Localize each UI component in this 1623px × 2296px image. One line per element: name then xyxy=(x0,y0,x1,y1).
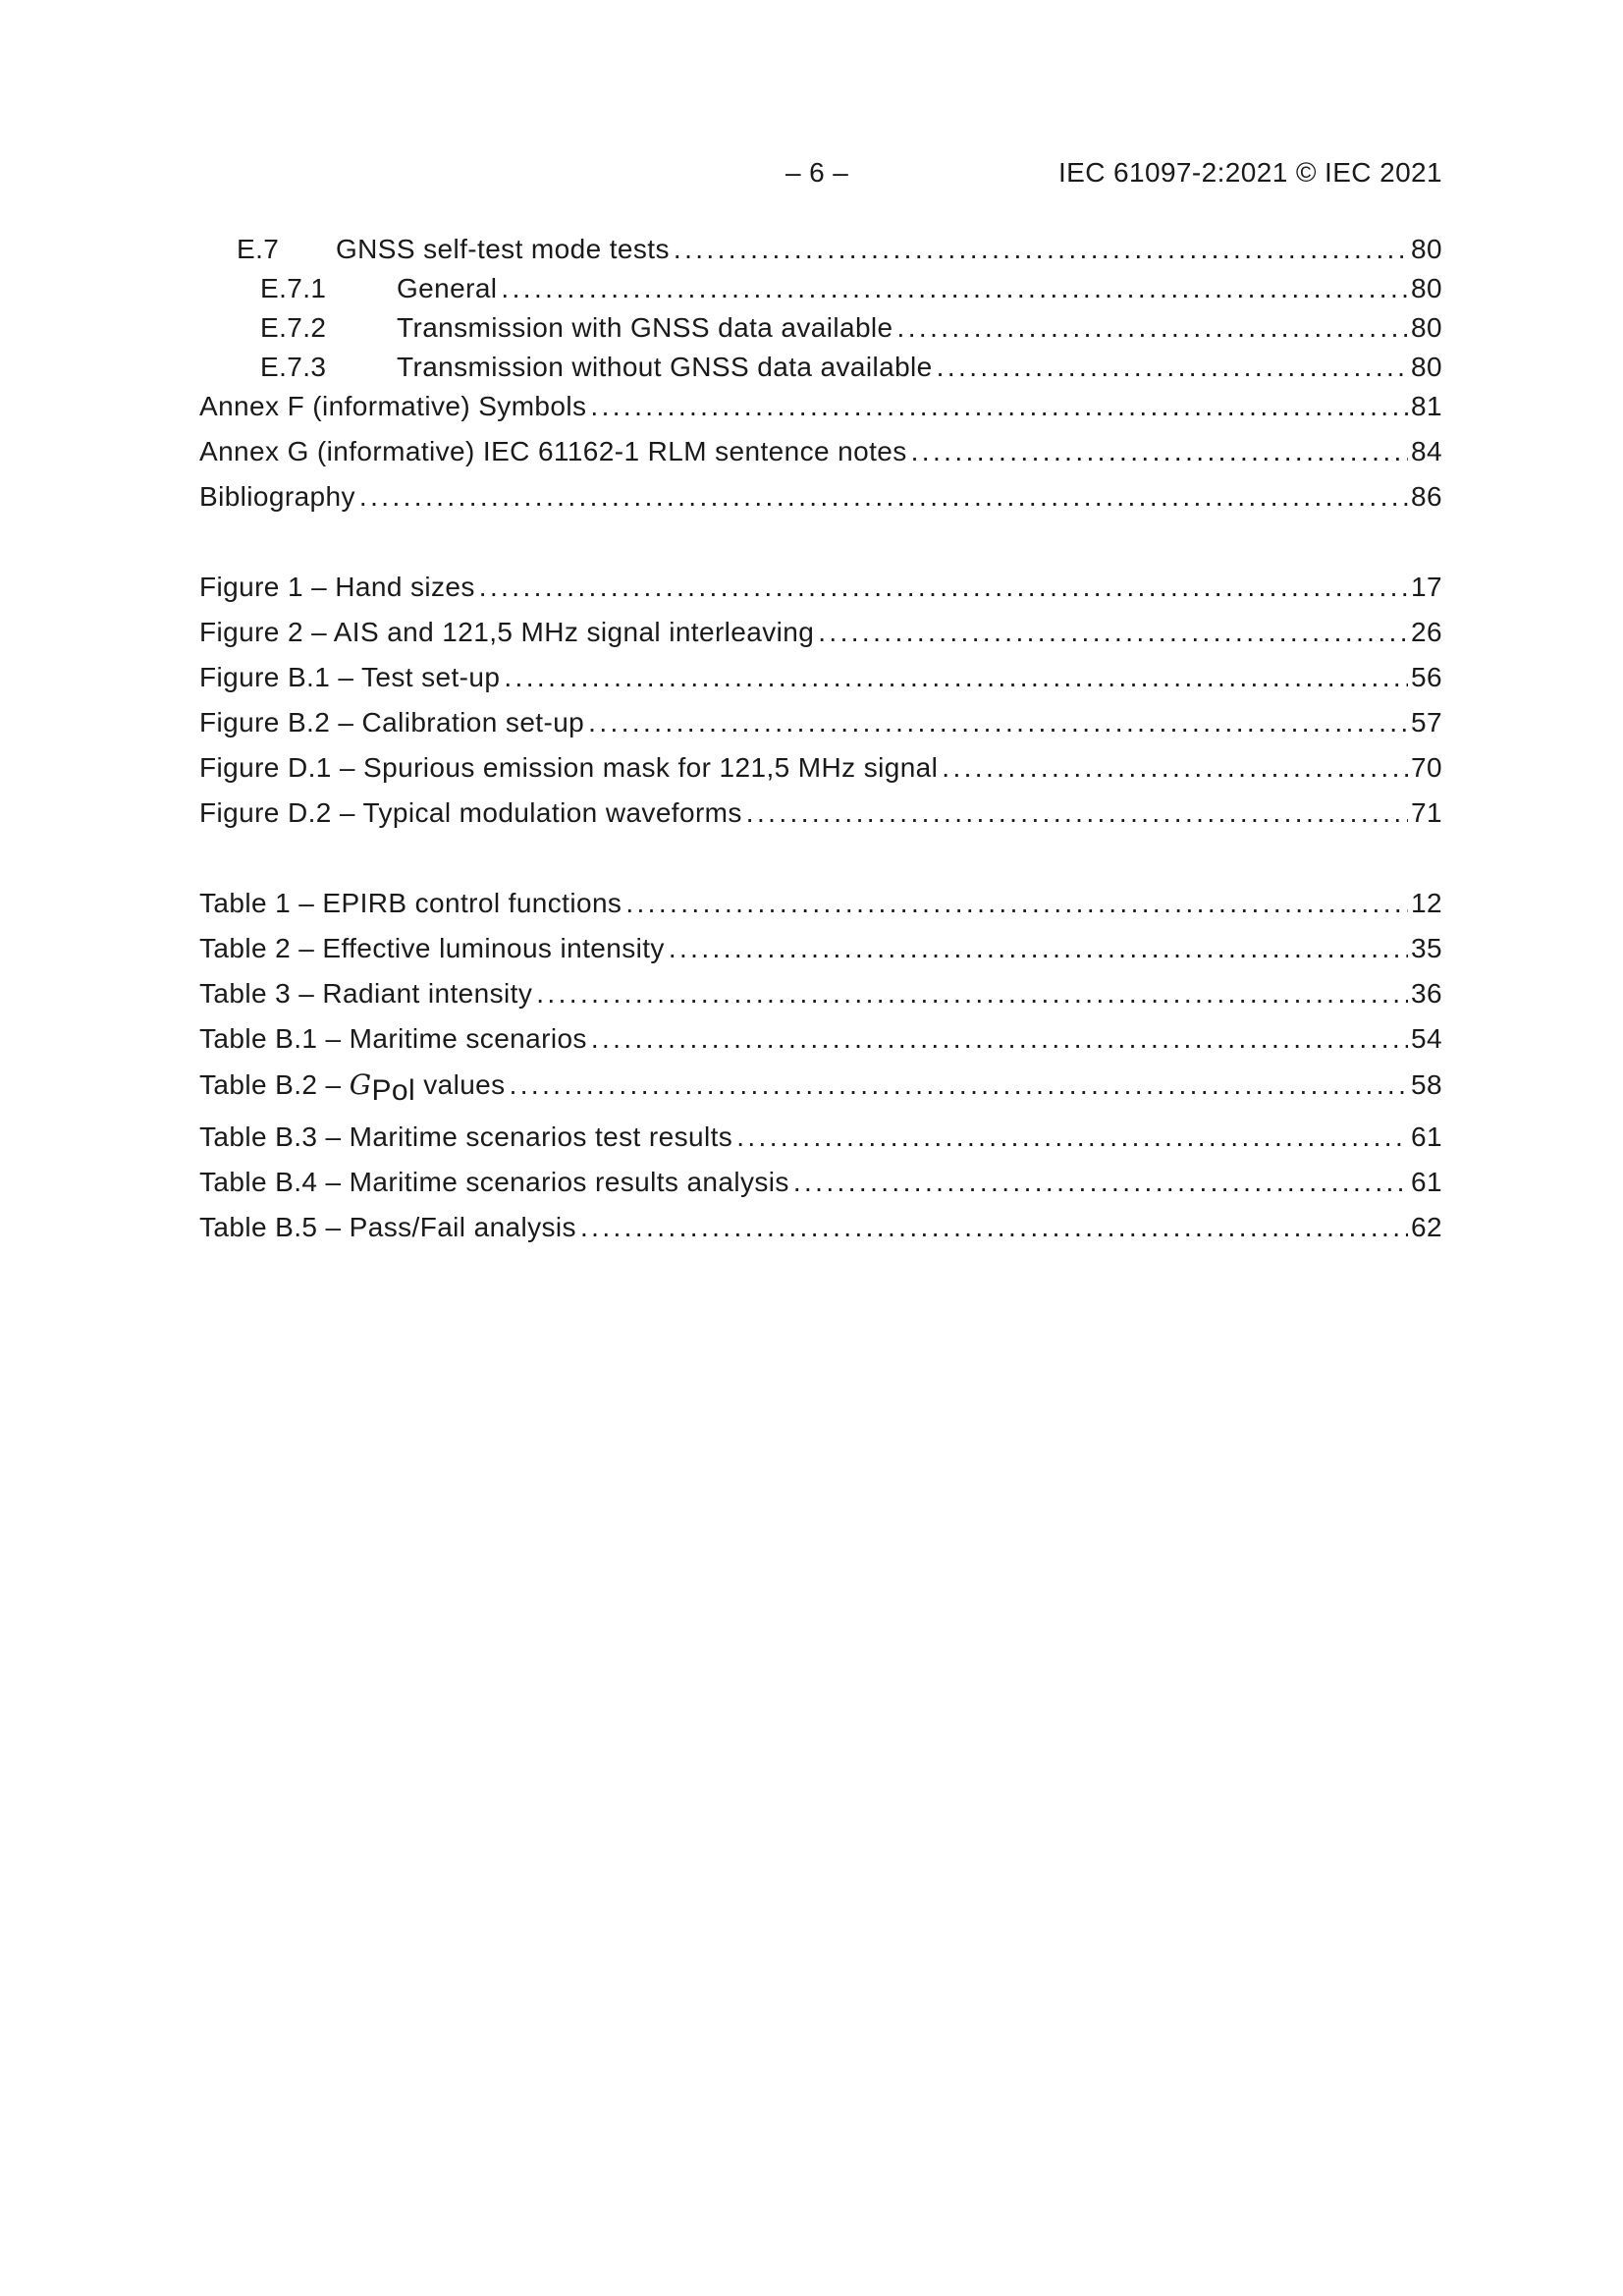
dot-leader xyxy=(588,707,1408,738)
toc-entry-page: 57 xyxy=(1411,707,1442,738)
toc-entry-title: Figure B.2 – Calibration set-up xyxy=(199,707,585,738)
dot-leader xyxy=(942,752,1408,784)
toc-entry-title: Table 1 – EPIRB control functions xyxy=(199,888,622,918)
toc-entry-title: Table 3 – Radiant intensity xyxy=(199,978,533,1009)
dot-leader xyxy=(625,888,1408,919)
page-number: – 6 – xyxy=(785,157,849,188)
toc-entry[interactable] xyxy=(199,707,1442,752)
toc-entry-title: Annex F (informative) Symbols xyxy=(199,391,587,421)
toc-entry[interactable] xyxy=(199,436,1442,481)
toc-section-tables xyxy=(199,888,1442,1257)
toc-entry-page: 17 xyxy=(1411,572,1442,602)
toc-entry-title: Table B.4 – Maritime scenarios results analysis xyxy=(199,1167,789,1197)
toc-entry-page: 81 xyxy=(1411,391,1442,421)
toc-entry-page: 80 xyxy=(1411,312,1442,343)
toc-entry-title: Figure D.1 – Spurious emission mask for 121,5 MHz signal xyxy=(199,752,939,783)
toc-entry-page: 80 xyxy=(1411,352,1442,382)
toc-entry-title: Figure 1 – Hand sizes xyxy=(199,572,475,602)
toc-entry-title: Figure B.1 – Test set-up xyxy=(199,662,501,692)
toc-entry-page: 61 xyxy=(1411,1121,1442,1152)
toc-section-annexes xyxy=(199,234,1442,526)
toc-entry-title: Transmission without GNSS data available xyxy=(397,352,933,382)
dot-leader xyxy=(590,391,1408,422)
toc-section-figures xyxy=(199,572,1442,843)
dot-leader xyxy=(818,617,1408,648)
toc-entry-page: 56 xyxy=(1411,662,1442,692)
toc-entry-number: E.7.3 xyxy=(260,352,327,382)
toc-entry[interactable] xyxy=(199,312,1442,352)
toc-entry-title: Bibliography xyxy=(199,481,355,512)
toc-entry[interactable] xyxy=(199,273,1442,312)
toc-entry-title: Figure 2 – AIS and 121,5 MHz signal interleaving xyxy=(199,617,815,647)
toc-entry-page: 12 xyxy=(1411,888,1442,918)
toc-entry-page: 70 xyxy=(1411,752,1442,783)
dot-leader xyxy=(736,1121,1408,1153)
toc-entry-page: 84 xyxy=(1411,436,1442,466)
toc-entry-page: 61 xyxy=(1411,1167,1442,1197)
dot-leader xyxy=(501,273,1408,304)
toc-entry-page: 35 xyxy=(1411,933,1442,963)
toc-entry[interactable] xyxy=(199,1023,1442,1068)
g-symbol: G xyxy=(349,1068,372,1101)
toc-entry-number: E.7.2 xyxy=(260,312,327,343)
toc-entry-page: 36 xyxy=(1411,978,1442,1009)
dot-leader xyxy=(479,572,1408,603)
toc-entry[interactable] xyxy=(199,572,1442,617)
dot-leader xyxy=(674,234,1408,265)
toc-entry-title: Table 2 – Effective luminous intensity xyxy=(199,933,665,963)
toc-entry-title-prefix: Table B.2 – xyxy=(199,1069,350,1100)
toc-entry-page: 26 xyxy=(1411,617,1442,647)
toc-entry-page: 54 xyxy=(1411,1023,1442,1054)
toc-entry[interactable] xyxy=(199,978,1442,1023)
toc-entry-title: General xyxy=(397,273,498,303)
dot-leader xyxy=(510,1069,1408,1101)
toc-entry[interactable] xyxy=(199,234,1442,273)
toc-entry-number: E.7.1 xyxy=(260,273,327,303)
toc-entry[interactable] xyxy=(199,752,1442,797)
toc-entry-title: Figure D.2 – Typical modulation waveforms xyxy=(199,797,742,828)
dot-leader xyxy=(536,978,1408,1010)
toc-entry-title: Table B.5 – Pass/Fail analysis xyxy=(199,1212,576,1242)
toc-entry-title: Annex G (informative) IEC 61162-1 RLM sentence notes xyxy=(199,436,907,466)
dot-leader xyxy=(793,1167,1408,1198)
dot-leader xyxy=(591,1023,1408,1055)
toc-entry[interactable] xyxy=(199,481,1442,526)
dot-leader xyxy=(897,312,1409,344)
dot-leader xyxy=(580,1212,1408,1243)
toc-entry-page: 71 xyxy=(1411,797,1442,828)
page-header xyxy=(0,157,1623,196)
toc-entry[interactable] xyxy=(199,1212,1442,1257)
toc-entry-page: 80 xyxy=(1411,273,1442,303)
toc-entry-page: 80 xyxy=(1411,234,1442,264)
document-id: IEC 61097-2:2021 © IEC 2021 xyxy=(1057,157,1442,188)
table-of-contents xyxy=(199,234,1442,1257)
toc-entry-page: 62 xyxy=(1411,1212,1442,1242)
toc-entry[interactable] xyxy=(199,662,1442,707)
toc-entry-title: Table B.3 – Maritime scenarios test results xyxy=(199,1121,733,1152)
toc-entry-title: GNSS self-test mode tests xyxy=(336,234,670,264)
toc-entry[interactable] xyxy=(199,391,1442,436)
toc-entry[interactable] xyxy=(199,352,1442,391)
dot-leader xyxy=(911,436,1408,467)
dot-leader xyxy=(504,662,1408,693)
toc-entry-title: Table B.1 – Maritime scenarios xyxy=(199,1023,587,1054)
g-subscript: Pol xyxy=(371,1074,416,1107)
toc-entry[interactable] xyxy=(199,888,1442,933)
toc-entry[interactable] xyxy=(199,933,1442,978)
toc-entry[interactable] xyxy=(199,617,1442,662)
toc-entry[interactable] xyxy=(199,1068,1442,1121)
toc-entry-page: 58 xyxy=(1411,1069,1442,1100)
dot-leader xyxy=(669,933,1408,964)
dot-leader xyxy=(937,352,1408,383)
toc-entry[interactable] xyxy=(199,797,1442,843)
dot-leader xyxy=(746,797,1408,829)
toc-entry-page: 86 xyxy=(1411,481,1442,512)
toc-entry-title-suffix: values xyxy=(415,1069,506,1100)
toc-entry-title: Transmission with GNSS data available xyxy=(397,312,893,343)
toc-entry-title xyxy=(199,1068,506,1108)
toc-entry[interactable] xyxy=(199,1167,1442,1212)
toc-entry-number: E.7 xyxy=(237,234,280,264)
dot-leader xyxy=(359,481,1408,513)
toc-entry[interactable] xyxy=(199,1121,1442,1167)
